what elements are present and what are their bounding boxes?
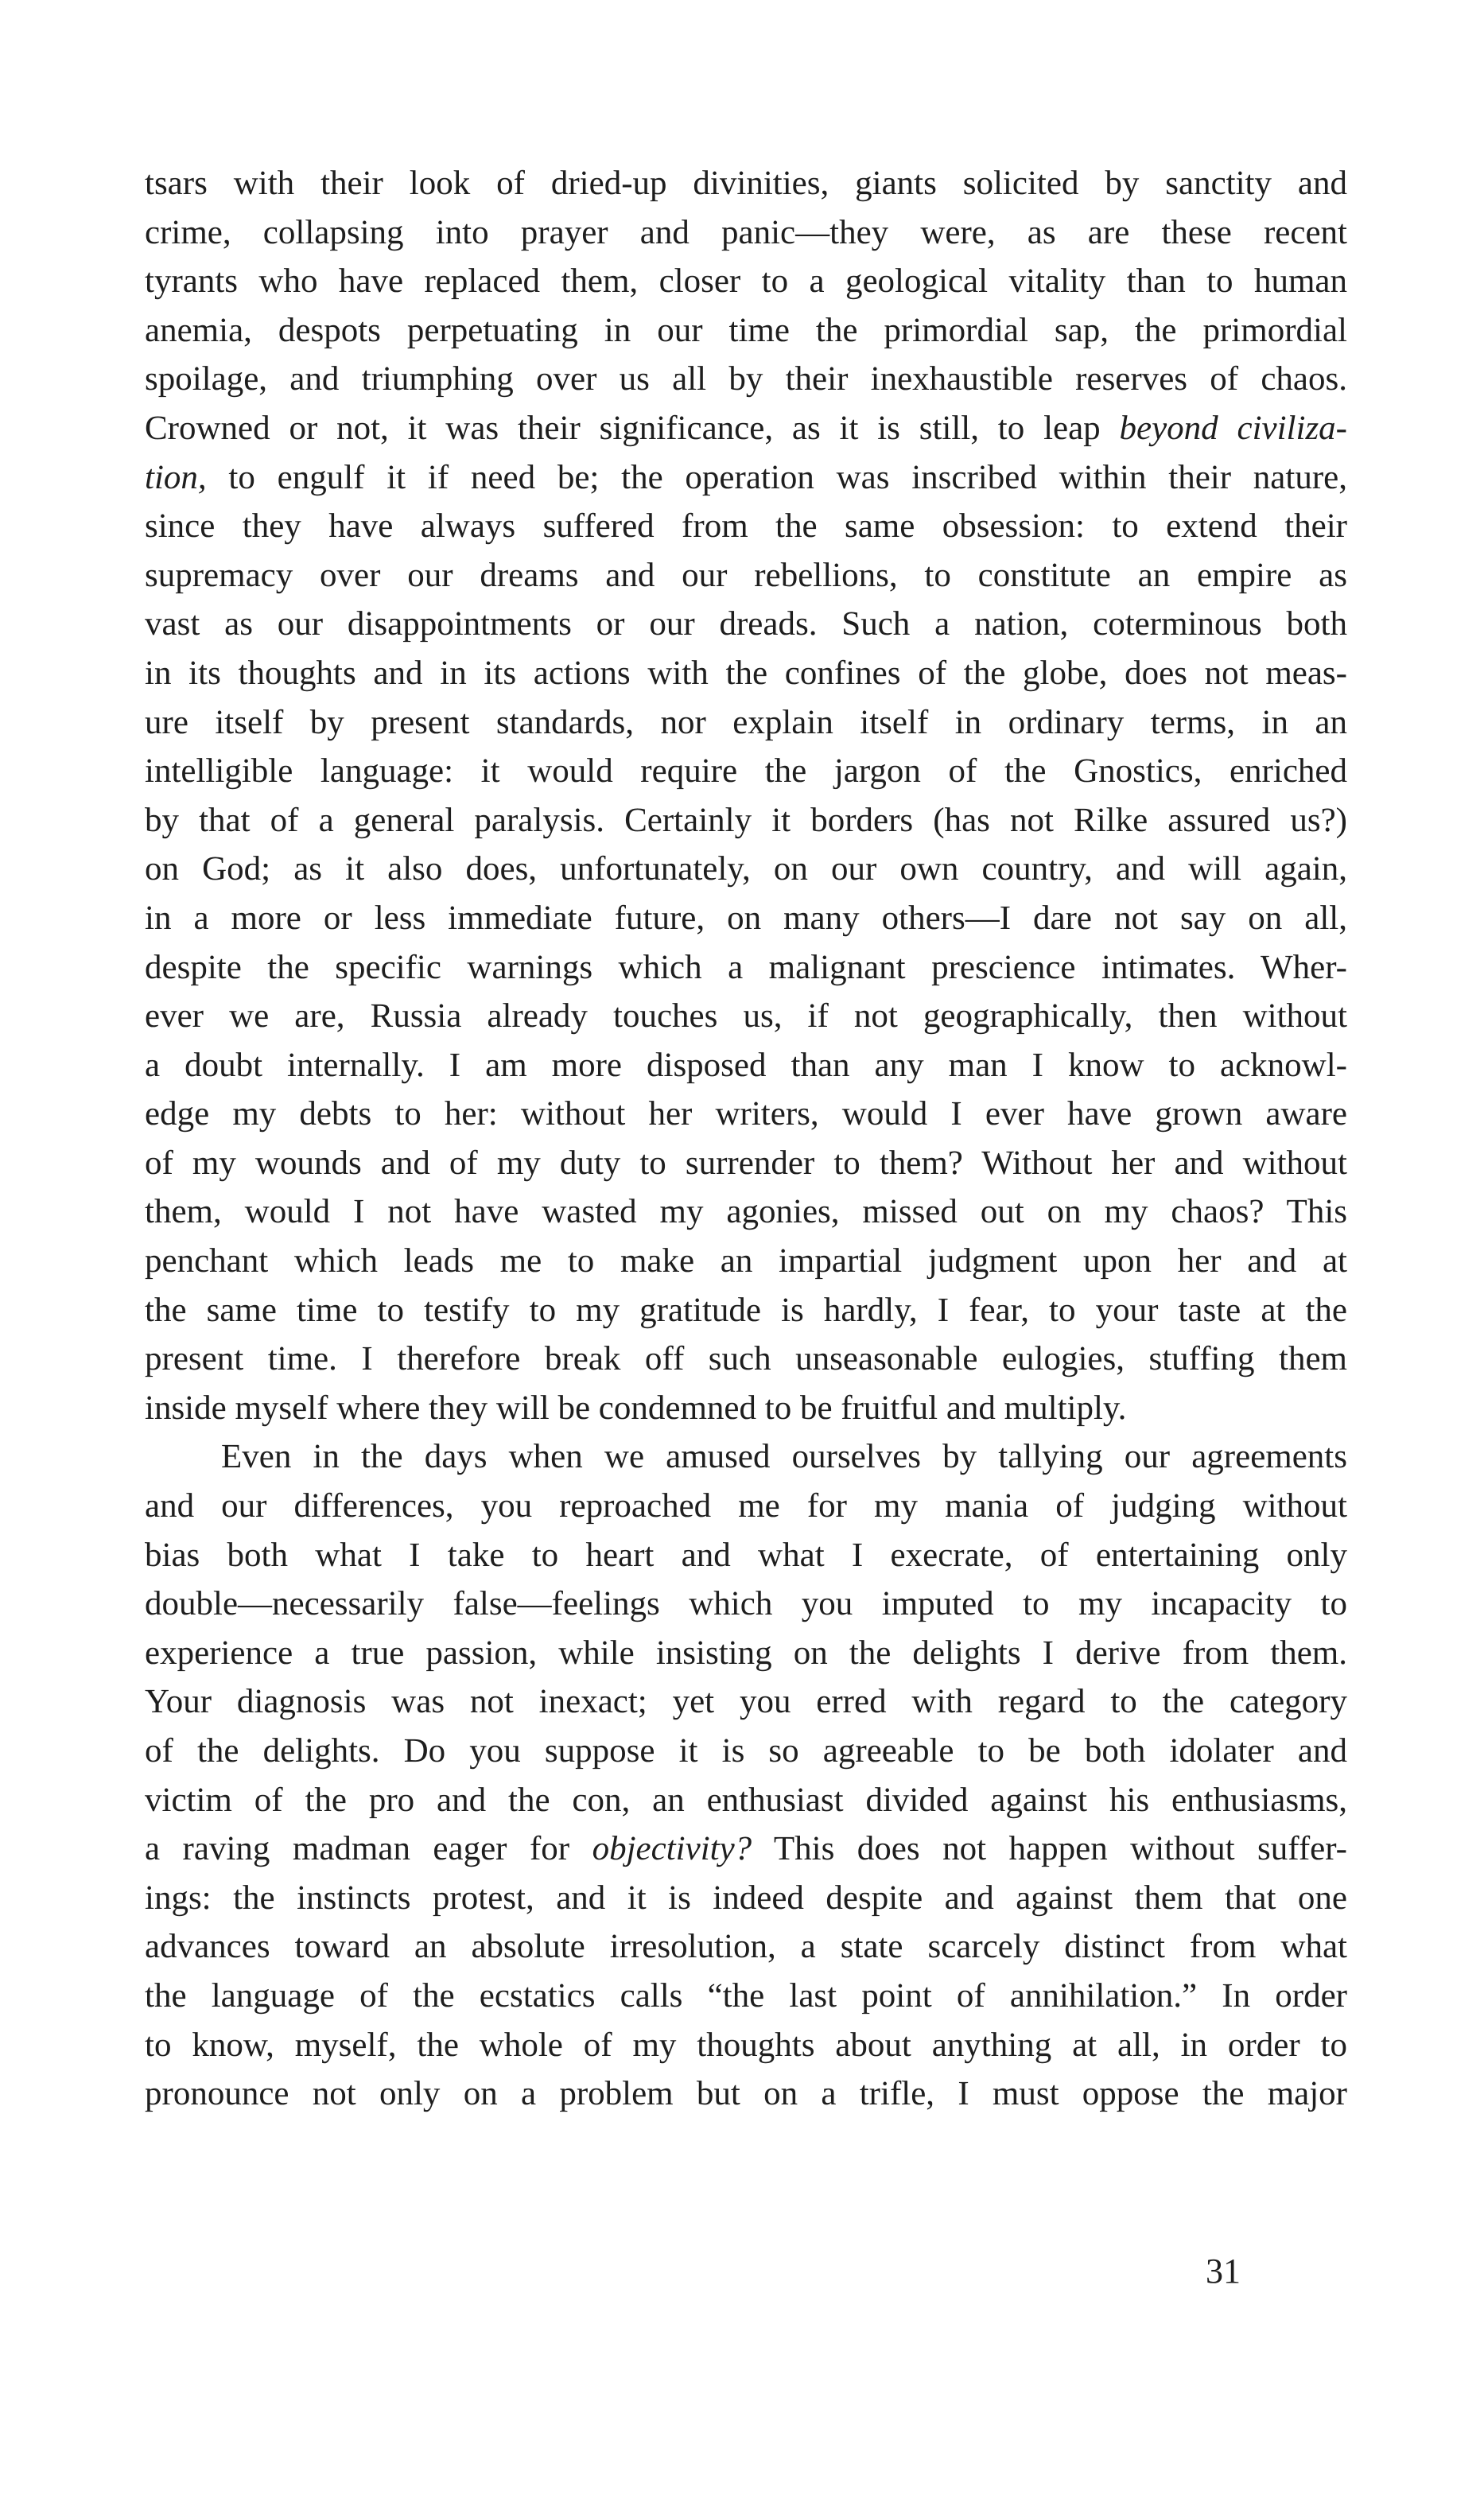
text-line: by that of a general paralysis. Certainly it borders (has not Rilke assured us?) — [145, 801, 1347, 839]
text-line: present time. I therefore break off such unseasonable eulogies, stuffing them — [145, 1340, 1347, 1378]
text-line: edge my debts to her: without her writers, would I ever have grown aware — [145, 1095, 1347, 1133]
text-fragment: a raving madman eager for — [145, 1830, 592, 1868]
text-line: victim of the pro and the con, an enthusiast divided against his enthusiasms, — [145, 1781, 1347, 1819]
text-line: in its thoughts and in its actions with the confines of the globe, does not meas- — [145, 654, 1347, 692]
text-line: them, would I not have wasted my agonies, missed out on my chaos? This — [145, 1193, 1347, 1231]
italic-phrase: objectivity? — [592, 1830, 752, 1868]
text-line: of the delights. Do you suppose it is so agreeable to be both idolater and — [145, 1732, 1347, 1770]
text-line: tyrants who have replaced them, closer to a geological vitality than to human — [145, 262, 1347, 301]
text-line: despite the specific warnings which a malignant prescience intimates. Wher- — [145, 948, 1347, 986]
text-line: bias both what I take to heart and what I execrate, of entertaining only — [145, 1536, 1347, 1574]
text-line: inside myself where they will be condemned to be fruitful and multiply. — [145, 1389, 1127, 1427]
text-line: spoilage, and triumphing over us all by their inexhaustible reserves of chaos. — [145, 360, 1347, 398]
text-line: supremacy over our dreams and our rebellions, to constitute an empire as — [145, 556, 1347, 594]
italic-phrase: tion, — [145, 458, 207, 496]
text-line: Your diagnosis was not inexact; yet you erred with regard to the category — [145, 1683, 1347, 1721]
text-line: ure itself by present standards, nor explain itself in ordinary terms, in an — [145, 703, 1347, 741]
text-line: penchant which leads me to make an impartial judgment upon her and at — [145, 1242, 1347, 1280]
italic-phrase: beyond civiliza- — [1119, 409, 1347, 447]
text-line: ever we are, Russia already touches us, if not geographically, then without — [145, 997, 1347, 1036]
text-line: advances toward an absolute irresolution, a state scarcely distinct from what — [145, 1928, 1347, 1966]
body-text — [145, 159, 1347, 2119]
text-fragment: to engulf it if need be; the operation was inscribed within their nature, — [206, 458, 1347, 496]
text-fragment: This does not happen without suffer- — [752, 1830, 1348, 1868]
text-line — [145, 453, 1347, 503]
text-line: since they have always suffered from the same obsession: to extend their — [145, 507, 1347, 546]
text-line — [145, 1824, 1347, 1874]
text-line: double—necessarily false—feelings which you imputed to my incapacity to — [145, 1585, 1347, 1623]
text-fragment: Crowned or not, it was their significance, as it is still, to leap — [145, 409, 1120, 447]
paragraph — [145, 1432, 1347, 2118]
text-line: ings: the instincts protest, and it is indeed despite and against them that one — [145, 1879, 1347, 1917]
text-line: Even in the days when we amused ourselves by tallying our agreements — [221, 1438, 1347, 1476]
page-number: 31 — [1206, 2252, 1241, 2291]
text-line: and our differences, you reproached me for my mania of judging without — [145, 1487, 1347, 1525]
text-line: to know, myself, the whole of my thoughts about anything at all, in order to — [145, 2026, 1347, 2064]
text-line: tsars with their look of dried-up divinities, giants solicited by sanctity and — [145, 165, 1347, 202]
text-line: of my wounds and of my duty to surrender to them? Without her and without — [145, 1144, 1347, 1182]
text-line: in a more or less immediate future, on many others—I dare not say on all, — [145, 899, 1347, 937]
text-line: intelligible language: it would require the jargon of the Gnostics, enriched — [145, 752, 1347, 791]
text-line: anemia, despots perpetuating in our time the primordial sap, the primordial — [145, 311, 1347, 349]
text-line: crime, collapsing into prayer and panic—they were, as are these recent — [145, 213, 1347, 251]
text-line: experience a true passion, while insisting on the delights I derive from them. — [145, 1634, 1347, 1672]
text-line: pronounce not only on a problem but on a trifle, I must oppose the major — [145, 2075, 1347, 2113]
text-line: the same time to testify to my gratitude is hardly, I fear, to your taste at the — [145, 1291, 1347, 1329]
paragraph — [145, 159, 1347, 1432]
text-line: the language of the ecstatics calls “the last point of annihilation.” In order — [145, 1976, 1347, 2015]
text-line — [145, 404, 1347, 453]
text-line: vast as our disappointments or our dreads. Such a nation, coterminous both — [145, 605, 1347, 643]
text-line: on God; as it also does, unfortunately, on our own country, and will again, — [145, 850, 1347, 888]
text-line: a doubt internally. I am more disposed than any man I know to acknowl- — [145, 1046, 1347, 1084]
